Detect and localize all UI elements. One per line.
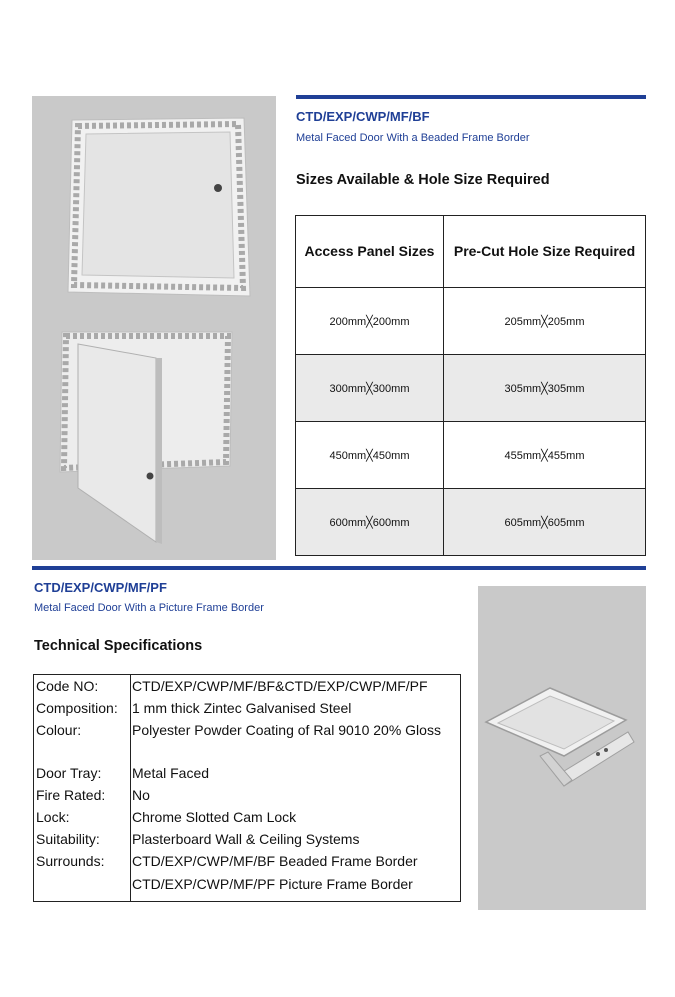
table-row <box>296 489 646 556</box>
spec-value: 1 mm thick Zintec Galvanised Steel <box>132 700 352 716</box>
spec-label: Colour: <box>36 722 82 738</box>
spec-label: Door Tray: <box>36 765 102 781</box>
tech-specs-heading: Technical Specifications <box>34 638 203 654</box>
spec-label: Fire Rated: <box>36 787 106 803</box>
panel-size-cell: 200mm╳200mm <box>296 288 444 355</box>
sizes-heading: Sizes Available & Hole Size Required <box>296 172 550 188</box>
hole-size-cell: 305mm╳305mm <box>444 355 646 422</box>
beaded-frame-product-photos <box>32 96 276 560</box>
table-row <box>296 422 646 489</box>
header-pre-cut-hole-size: Pre-Cut Hole Size Required <box>444 216 646 288</box>
spec-value: CTD/EXP/CWP/MF/BF&CTD/EXP/CWP/MF/PF <box>132 678 428 694</box>
spec-label: Composition: <box>36 700 118 716</box>
product-subtitle-bf: Metal Faced Door With a Beaded Frame Border <box>296 132 530 144</box>
section-rule-top <box>296 95 646 99</box>
spec-value: No <box>132 787 150 803</box>
panel-size-cell: 450mm╳450mm <box>296 422 444 489</box>
product-code-pf: CTD/EXP/CWP/MF/PF <box>34 580 167 595</box>
spec-label: Surrounds: <box>36 853 105 869</box>
sizes-table <box>295 215 646 556</box>
panel-size-cell: 300mm╳300mm <box>296 355 444 422</box>
panel-size-cell: 600mm╳600mm <box>296 489 444 556</box>
section-rule-middle <box>32 566 646 570</box>
hole-size-cell: 605mm╳605mm <box>444 489 646 556</box>
product-code-bf: CTD/EXP/CWP/MF/BF <box>296 109 430 124</box>
spec-label: Code NO: <box>36 678 99 694</box>
picture-frame-product-photo <box>478 586 646 910</box>
spec-value: Metal Faced <box>132 765 210 781</box>
beaded-frame-panel-open-photo <box>60 332 232 544</box>
spec-label: Suitability: <box>36 831 100 847</box>
beaded-frame-panel-closed-photo <box>68 118 250 296</box>
tech-specs-table <box>33 674 461 902</box>
sizes-table-header <box>296 216 646 288</box>
product-subtitle-pf: Metal Faced Door With a Picture Frame Border <box>34 602 264 614</box>
spec-column-divider <box>130 675 131 901</box>
hole-size-cell: 205mm╳205mm <box>444 288 646 355</box>
spec-value: Chrome Slotted Cam Lock <box>132 809 297 825</box>
spec-label: Lock: <box>36 809 70 825</box>
spec-value: CTD/EXP/CWP/MF/BF Beaded Frame Border <box>132 853 418 869</box>
spec-value: CTD/EXP/CWP/MF/PF Picture Frame Border <box>132 876 413 892</box>
table-row <box>296 355 646 422</box>
spec-value: Plasterboard Wall & Ceiling Systems <box>132 831 360 847</box>
header-access-panel-sizes: Access Panel Sizes <box>296 216 444 288</box>
picture-frame-panel-open-photo <box>486 688 634 786</box>
table-row <box>296 288 646 355</box>
spec-value: Polyester Powder Coating of Ral 9010 20% Gloss <box>132 722 441 738</box>
hole-size-cell: 455mm╳455mm <box>444 422 646 489</box>
